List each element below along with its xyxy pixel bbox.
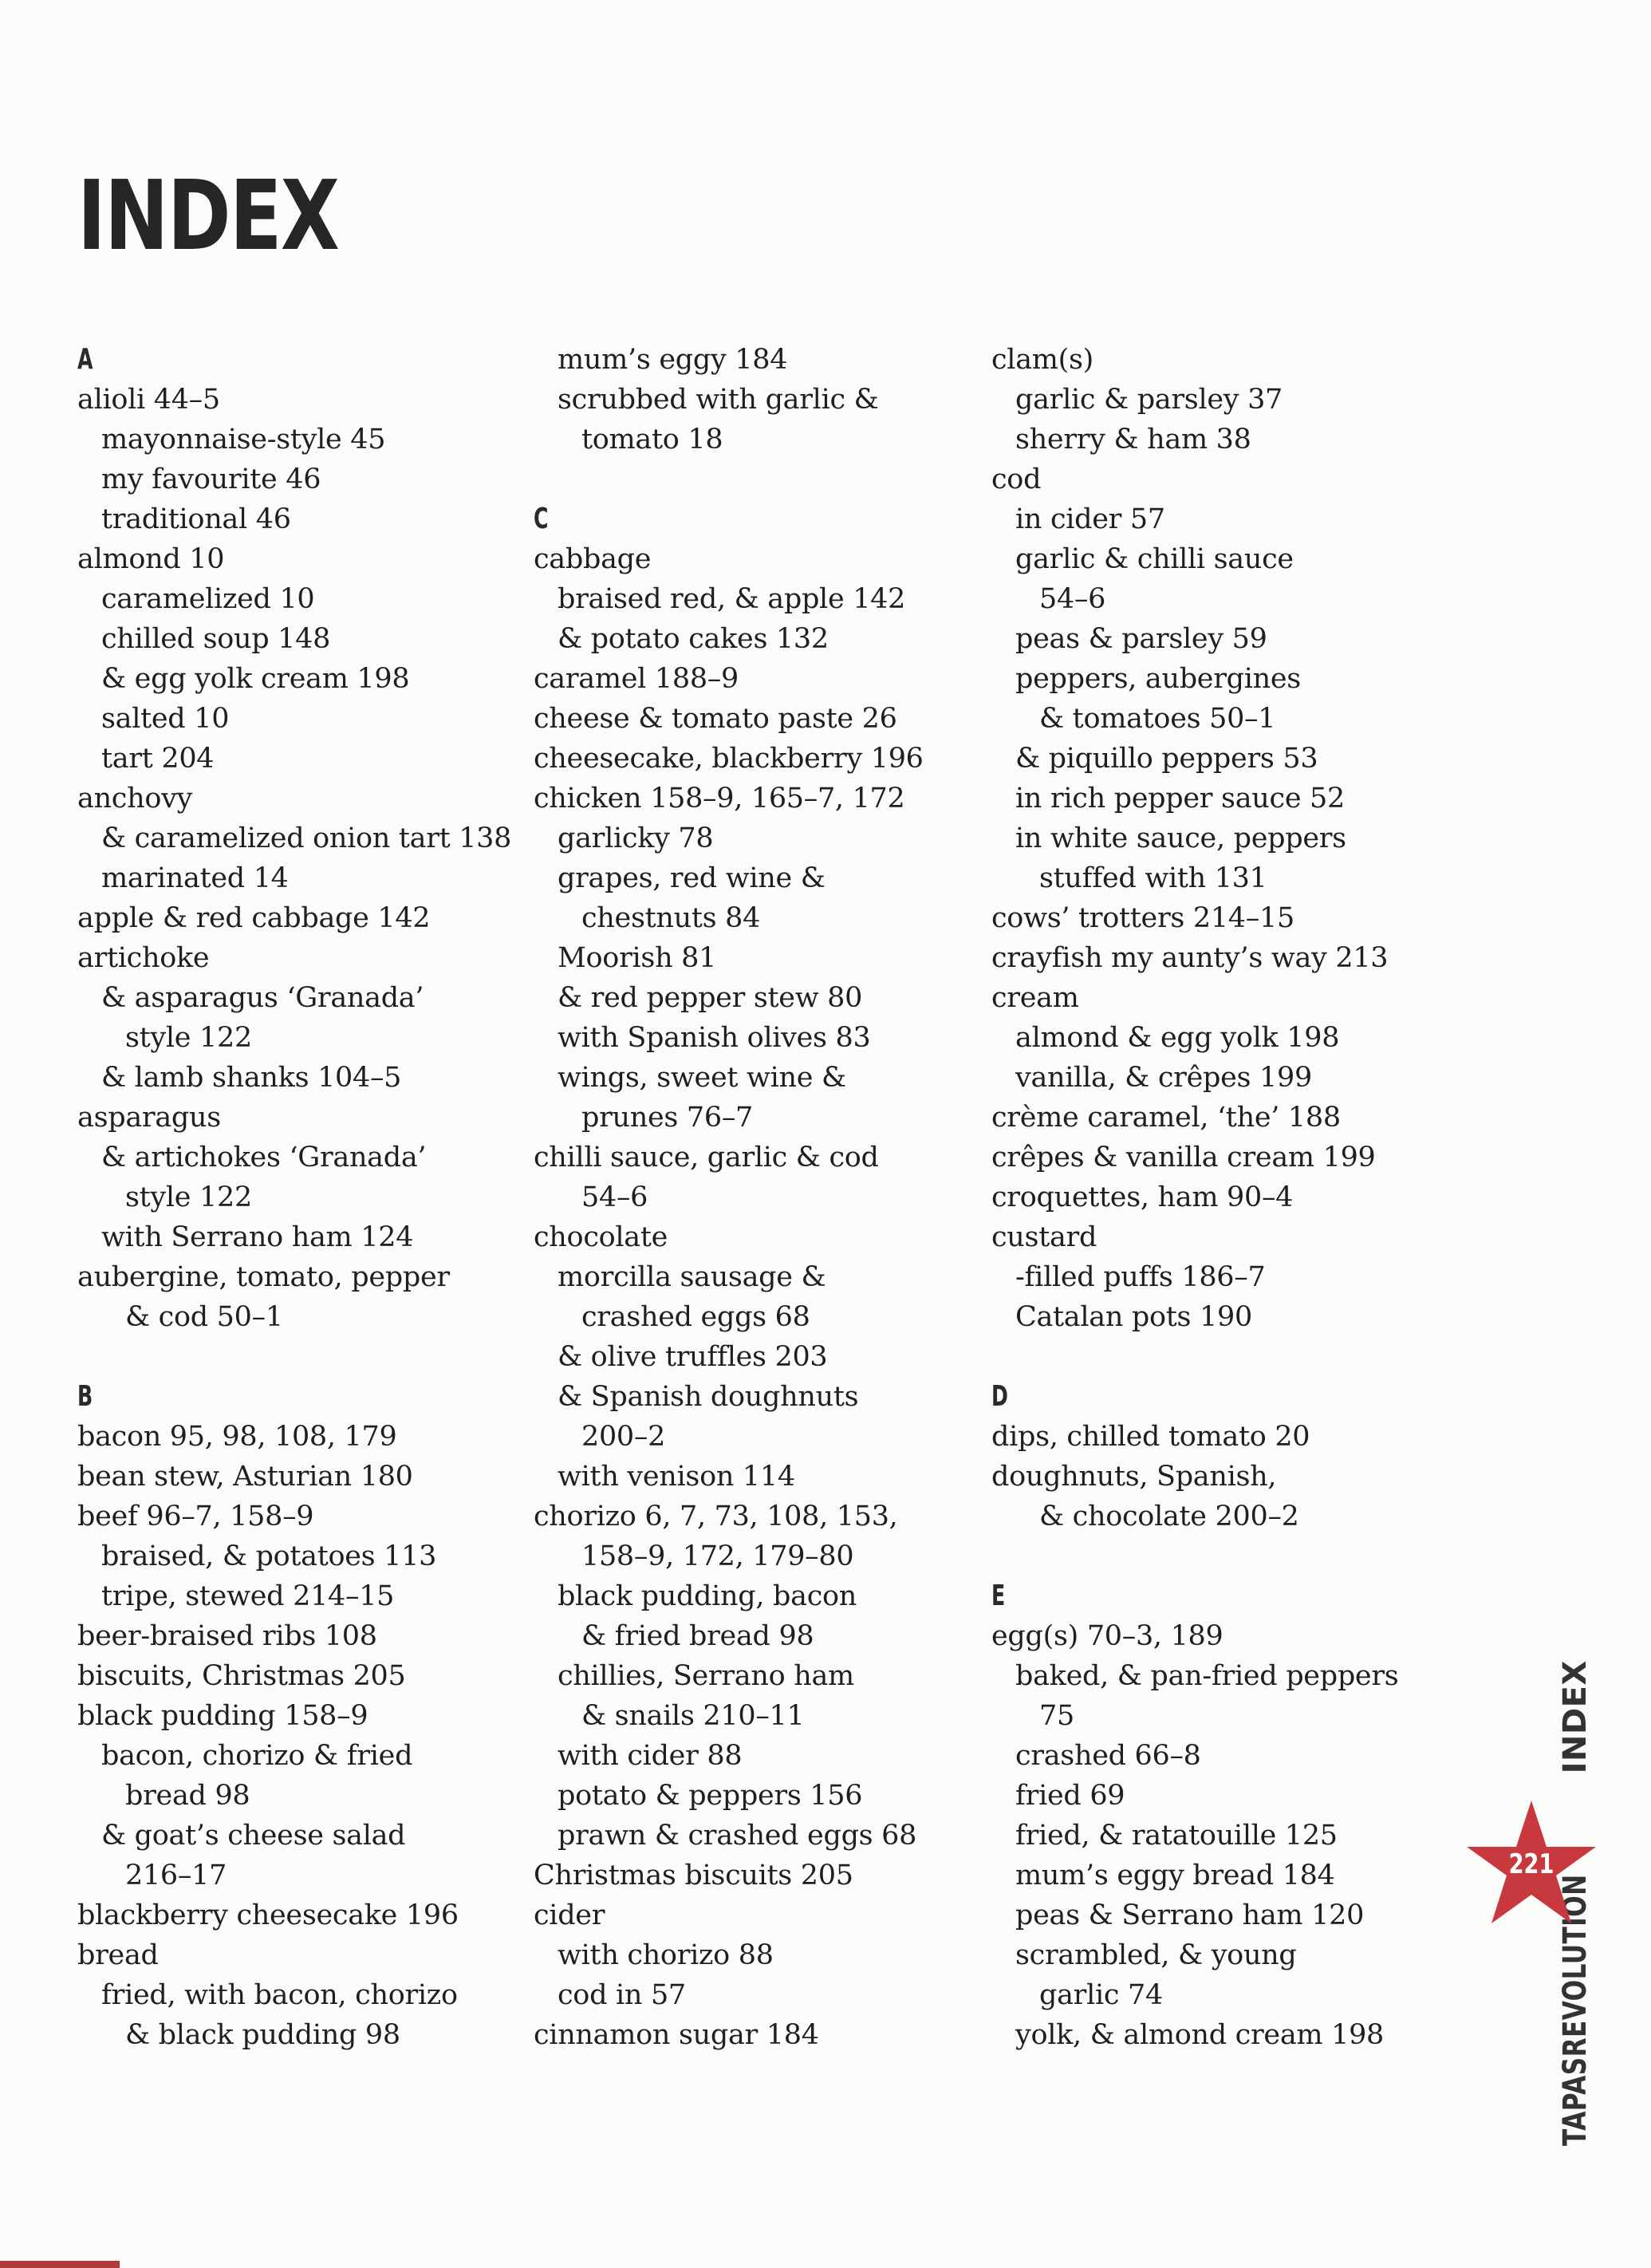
index-entry: clam(s) <box>991 344 1094 376</box>
page-title: INDEX <box>77 161 339 272</box>
index-subentry: fried, with bacon, chorizo <box>101 1979 458 2011</box>
section-letter: E <box>991 1580 1006 1612</box>
index-continuation: garlic 74 <box>1039 1979 1163 2011</box>
index-subentry: scrambled, & young <box>1015 1939 1297 1971</box>
index-subentry: Moorish 81 <box>558 942 717 974</box>
index-continuation: 158–9, 172, 179–80 <box>581 1540 854 1572</box>
index-continuation: 200–2 <box>581 1421 666 1453</box>
index-entry: black pudding 158–9 <box>77 1700 368 1732</box>
index-subentry: & olive truffles 203 <box>558 1341 828 1373</box>
section-letter: A <box>77 343 93 376</box>
index-subentry: tart 204 <box>101 743 215 775</box>
index-subentry: & caramelized onion tart 138 <box>101 822 512 854</box>
index-entry: egg(s) 70–3, 189 <box>991 1620 1223 1652</box>
index-subentry: fried, & ratatouille 125 <box>1015 1820 1338 1852</box>
index-subentry: caramelized 10 <box>101 583 315 615</box>
index-subentry: vanilla, & crêpes 199 <box>1015 1062 1312 1094</box>
index-subentry: mum’s eggy bread 184 <box>1015 1860 1335 1891</box>
index-continuation: stuffed with 131 <box>1039 862 1267 894</box>
index-continuation: 216–17 <box>125 1860 227 1891</box>
index-entry: chicken 158–9, 165–7, 172 <box>534 783 905 815</box>
index-entry: cider <box>534 1899 605 1931</box>
index-subentry: baked, & pan-fried peppers <box>1015 1660 1399 1692</box>
index-entry: beer-braised ribs 108 <box>77 1620 377 1652</box>
running-head-section: INDEX <box>1557 1660 1594 1774</box>
index-continuation: prunes 76–7 <box>581 1102 754 1134</box>
index-subentry: bacon, chorizo & fried <box>101 1740 413 1772</box>
index-subentry: almond & egg yolk 198 <box>1015 1022 1340 1054</box>
index-continuation: & cod 50–1 <box>125 1301 283 1333</box>
spacer <box>991 1337 1438 1377</box>
index-column-1 <box>77 340 524 2055</box>
index-entry: cod <box>991 463 1042 495</box>
index-subentry: Catalan pots 190 <box>1015 1301 1252 1333</box>
index-continuation: tomato 18 <box>581 424 723 456</box>
index-entry: artichoke <box>77 942 210 974</box>
index-continuation: 75 <box>1039 1700 1074 1732</box>
index-subentry: crashed 66–8 <box>1015 1740 1201 1772</box>
index-entry: Christmas biscuits 205 <box>534 1860 853 1891</box>
index-subentry: marinated 14 <box>101 862 289 894</box>
index-subentry: black pudding, bacon <box>558 1580 857 1612</box>
index-continuation: & tomatoes 50–1 <box>1039 703 1276 735</box>
index-subentry: with venison 114 <box>558 1461 795 1493</box>
index-subentry: traditional 46 <box>101 503 291 535</box>
index-subentry: wings, sweet wine & <box>558 1062 846 1094</box>
index-entry: chorizo 6, 7, 73, 108, 153, <box>534 1501 898 1532</box>
index-entry: custard <box>991 1221 1097 1253</box>
index-continuation: & fried bread 98 <box>581 1620 814 1652</box>
index-entry: cinnamon sugar 184 <box>534 2019 819 2051</box>
index-entry: croquettes, ham 90–4 <box>991 1181 1294 1213</box>
index-subentry: with cider 88 <box>558 1740 743 1772</box>
index-entry: cheese & tomato paste 26 <box>534 703 897 735</box>
index-subentry: braised, & potatoes 113 <box>101 1540 437 1572</box>
index-entry: apple & red cabbage 142 <box>77 902 431 934</box>
index-column-2 <box>534 340 980 2055</box>
index-subentry: prawn & crashed eggs 68 <box>558 1820 917 1852</box>
index-entry: aubergine, tomato, pepper <box>77 1261 450 1293</box>
running-head-brand: TAPASREVOLUTION <box>1557 1874 1594 2146</box>
index-subentry: peas & Serrano ham 120 <box>1015 1899 1365 1931</box>
index-subentry: scrubbed with garlic & <box>558 384 879 416</box>
index-entry: chilli sauce, garlic & cod <box>534 1142 879 1173</box>
index-entry: bacon 95, 98, 108, 179 <box>77 1421 397 1453</box>
index-subentry: chilled soup 148 <box>101 623 331 655</box>
index-subentry: with chorizo 88 <box>558 1939 774 1971</box>
index-entry: crêpes & vanilla cream 199 <box>991 1142 1376 1173</box>
index-subentry: & asparagus ‘Granada’ <box>101 982 424 1014</box>
index-entry: asparagus <box>77 1102 221 1134</box>
index-subentry: & artichokes ‘Granada’ <box>101 1142 427 1173</box>
index-subentry: with Serrano ham 124 <box>101 1221 414 1253</box>
index-subentry: yolk, & almond cream 198 <box>1015 2019 1385 2051</box>
index-entry: bean stew, Asturian 180 <box>77 1461 413 1493</box>
index-subentry: mayonnaise-style 45 <box>101 424 386 456</box>
index-subentry: garlic & chilli sauce <box>1015 543 1294 575</box>
index-entry: anchovy <box>77 783 193 815</box>
index-subentry: chillies, Serrano ham <box>558 1660 854 1692</box>
index-subentry: peas & parsley 59 <box>1015 623 1267 655</box>
index-continuation: style 122 <box>125 1181 252 1213</box>
index-entry: chocolate <box>534 1221 668 1253</box>
index-subentry: & Spanish doughnuts <box>558 1381 859 1413</box>
index-subentry: with Spanish olives 83 <box>558 1022 871 1054</box>
index-subentry: morcilla sausage & <box>558 1261 826 1293</box>
index-entry: crème caramel, ‘the’ 188 <box>991 1102 1341 1134</box>
index-entry: dips, chilled tomato 20 <box>991 1421 1310 1453</box>
index-subentry: fried 69 <box>1015 1780 1125 1812</box>
spacer <box>991 1536 1438 1576</box>
index-subentry: in cider 57 <box>1015 503 1165 535</box>
index-subentry: potato & peppers 156 <box>558 1780 863 1812</box>
spacer <box>77 1337 524 1377</box>
index-subentry: -filled puffs 186–7 <box>1015 1261 1266 1293</box>
index-continuation: 54–6 <box>581 1181 648 1213</box>
index-entry: biscuits, Christmas 205 <box>77 1660 406 1692</box>
section-letter: D <box>991 1380 1008 1413</box>
index-entry: cheesecake, blackberry 196 <box>534 743 924 775</box>
index-subentry: & egg yolk cream 198 <box>101 663 410 695</box>
index-subentry: mum’s eggy 184 <box>558 344 788 376</box>
page-number: 221 <box>1508 1848 1554 1880</box>
index-subentry: & goat’s cheese salad <box>101 1820 406 1852</box>
index-continuation: & snails 210–11 <box>581 1700 805 1732</box>
index-entry: bread <box>77 1939 159 1971</box>
index-subentry: garlic & parsley 37 <box>1015 384 1283 416</box>
index-entry: doughnuts, Spanish, <box>991 1461 1277 1493</box>
section-letter: B <box>77 1380 93 1413</box>
index-continuation: bread 98 <box>125 1780 250 1812</box>
index-subentry: cod in 57 <box>558 1979 686 2011</box>
index-subentry: in white sauce, peppers <box>1015 822 1346 854</box>
index-entry: crayfish my aunty’s way 213 <box>991 942 1389 974</box>
index-subentry: salted 10 <box>101 703 230 735</box>
index-subentry: grapes, red wine & <box>558 862 826 894</box>
index-entry: caramel 188–9 <box>534 663 739 695</box>
index-column-3 <box>991 340 1438 2055</box>
index-subentry: braised red, & apple 142 <box>558 583 906 615</box>
bottom-rule <box>0 2261 120 2268</box>
index-subentry: sherry & ham 38 <box>1015 424 1251 456</box>
index-subentry: peppers, aubergines <box>1015 663 1301 695</box>
index-subentry: tripe, stewed 214–15 <box>101 1580 395 1612</box>
index-continuation: 54–6 <box>1039 583 1106 615</box>
spacer <box>534 460 980 499</box>
index-continuation: style 122 <box>125 1022 252 1054</box>
index-entry: cabbage <box>534 543 652 575</box>
index-entry: blackberry cheesecake 196 <box>77 1899 459 1931</box>
index-entry: almond 10 <box>77 543 225 575</box>
index-subentry: my favourite 46 <box>101 463 321 495</box>
index-subentry: & potato cakes 132 <box>558 623 829 655</box>
index-continuation: crashed eggs 68 <box>581 1301 810 1333</box>
index-continuation: & chocolate 200–2 <box>1039 1501 1299 1532</box>
index-subentry: garlicky 78 <box>558 822 714 854</box>
index-entry: cows’ trotters 214–15 <box>991 902 1294 934</box>
index-entry: alioli 44–5 <box>77 384 220 416</box>
index-continuation: & black pudding 98 <box>125 2019 400 2051</box>
index-subentry: & piquillo peppers 53 <box>1015 743 1318 775</box>
index-continuation: chestnuts 84 <box>581 902 761 934</box>
index-entry: cream <box>991 982 1079 1014</box>
index-entry: beef 96–7, 158–9 <box>77 1501 314 1532</box>
index-subentry: in rich pepper sauce 52 <box>1015 783 1345 815</box>
index-subentry: & lamb shanks 104–5 <box>101 1062 402 1094</box>
section-letter: C <box>534 503 549 535</box>
index-subentry: & red pepper stew 80 <box>558 982 863 1014</box>
